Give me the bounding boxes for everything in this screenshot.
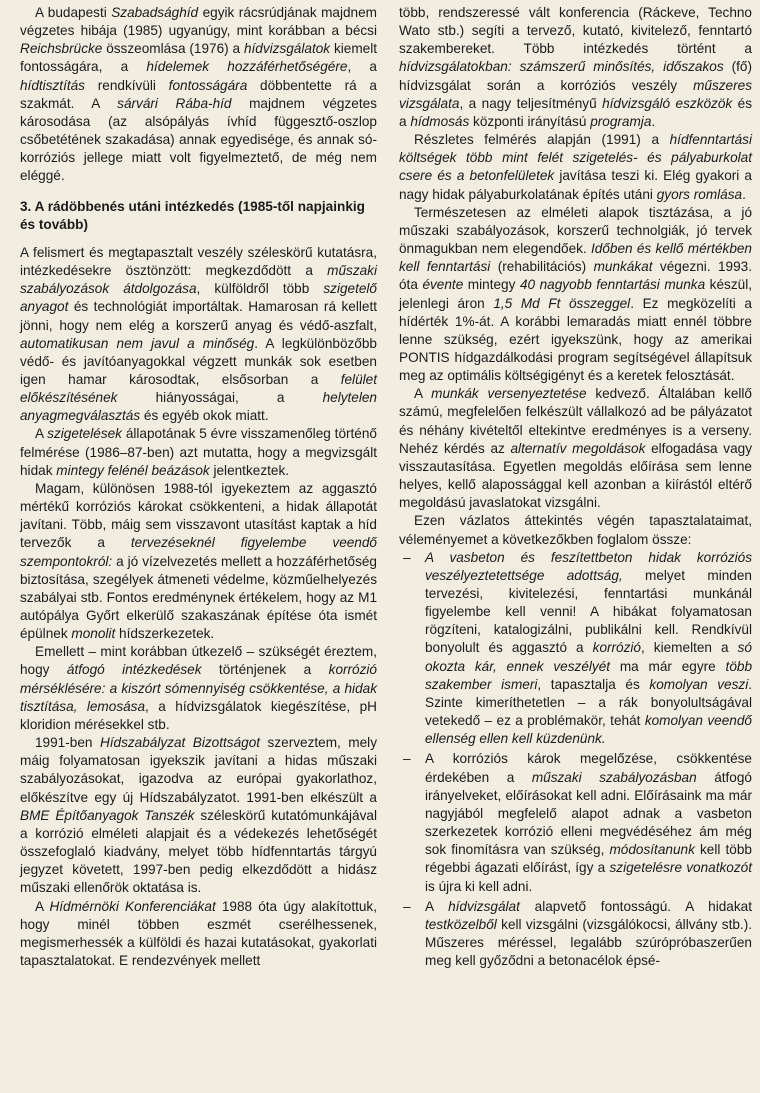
- emphasis-text: Reichsbrücke: [20, 41, 103, 57]
- emphasis-text: hídvizsgálatok: [243, 41, 331, 57]
- paragraph: [20, 4, 377, 186]
- emphasis-text: A vasbeton és feszítettbeton hidak korróziós veszélyeztetettsége adottság,: [425, 549, 752, 583]
- emphasis-text: automatikusan nem javul a minőség: [20, 335, 255, 351]
- emphasis-text: komolyan veendő ellenség ellen kell küzdenünk.: [425, 713, 752, 747]
- text-run: kell vizsgálni (vizsgálókocsi, állvány stb.). Műszeres méréssel, legalább szúrópróbaszerűen meg kell győződni a betonacélok épsé-: [425, 916, 752, 969]
- section-heading: [20, 198, 377, 234]
- paragraph: [399, 4, 752, 131]
- emphasis-text: Szabadsághíd: [111, 5, 199, 20]
- emphasis-text: hídvizsgálatokban:: [399, 59, 512, 75]
- emphasis-text: felület előkészítésének: [20, 371, 377, 406]
- emphasis-text: a kiszórt sómennyiség csökkentése, a hidak tisztítása, lemosása: [20, 680, 377, 714]
- text-run: A: [425, 898, 449, 914]
- text-run: mintegy: [463, 277, 520, 293]
- list-item: [399, 549, 752, 749]
- emphasis-text: hídmosás: [410, 113, 470, 129]
- emphasis-text: tervezéseknél figyelembe veendő szempontokról:: [20, 535, 377, 569]
- emphasis-text: több szakember ismeri: [425, 658, 753, 692]
- text-run: , kiemelten a: [641, 640, 738, 656]
- text-run: A: [35, 426, 48, 442]
- text-run: (fő) hídvizsgálat során a korróziós veszély: [399, 59, 752, 93]
- text-run: A budapesti: [35, 5, 112, 20]
- emphasis-text: mintegy felénél beázások: [56, 462, 210, 478]
- paragraph: [20, 734, 377, 897]
- emphasis-text: testközelből: [425, 916, 497, 932]
- paragraph: [399, 512, 752, 548]
- right-column: [399, 4, 752, 972]
- text-run: kell több régebbi ágazati előírást, így a: [425, 842, 752, 876]
- text-run: kedvező. Általában kellő számú, megfelelően felkészült vállalkozó ad be pályázatot és néhány kivételtől eltekintve eredményes is a verseny. Nehéz kérdés az: [399, 386, 752, 456]
- text-run: hídszerkezetek.: [115, 626, 215, 642]
- text-run: A felismert és megtapasztalt veszély széleskörű kutatásra, intézkedésekre ösztönzött: megkezdődött a: [20, 244, 377, 279]
- emphasis-text: sárvári Rába-híd: [117, 95, 232, 111]
- text-run: döbbentette rá a szakmát. A: [20, 77, 377, 111]
- text-run: , külföldről több: [196, 281, 324, 297]
- paragraph: [20, 244, 377, 426]
- text-run: ma már egyre: [610, 658, 726, 674]
- emphasis-text: hídvizsgálat: [448, 898, 520, 914]
- emphasis-text: évente: [422, 277, 464, 293]
- emphasis-text: Hídszabályzat Bizottságot: [99, 735, 261, 751]
- text-run: összeomlása (1976) a: [102, 41, 244, 57]
- emphasis-text: műszaki szabályozások átdolgozása: [20, 263, 377, 297]
- emphasis-text: monolit: [71, 626, 116, 642]
- emphasis-text: műszeres vizsgálata: [399, 77, 752, 111]
- text-run: jelentkeztek.: [209, 462, 290, 478]
- emphasis-text: átfogó intézkedések: [66, 662, 202, 678]
- emphasis-text: hídelemek hozzáférhetőségére: [146, 59, 348, 75]
- emphasis-text: BME Építőanyagok Tanszék: [20, 807, 195, 823]
- emphasis-text: alternatív megoldások: [510, 440, 646, 456]
- text-run: végezni. 1993. óta: [399, 259, 753, 293]
- list-item: [399, 898, 752, 971]
- emphasis-text: komolyan veszi: [649, 676, 749, 692]
- text-run: rendkívüli: [84, 77, 169, 93]
- emphasis-text: só okozta kár, ennek veszélyét: [425, 640, 752, 674]
- emphasis-text: hídtisztítás: [20, 77, 85, 93]
- emphasis-text: 40 nagyobb fenntartási munka: [519, 277, 706, 293]
- paragraph: [20, 425, 377, 479]
- text-run: melyet minden tervezési, kivitelezési, fenntartási munkánál figyelembe kell venni! A hibákat folyamatosan rögzíteni, katalogizálni, publikálni kell. Rendkívül bonyolult és aggasztó a: [425, 567, 752, 656]
- emphasis-text: fontosságára: [168, 77, 248, 93]
- text-run: Magam, különösen 1988-tól igyekeztem az aggasztó mértékű korróziós károkat csökkenteni, a hidak állapotát javítani. Több, máig sem visszavont utasítást kaptak a híd tervezők a: [20, 480, 377, 551]
- emphasis-text: munkákat: [593, 259, 653, 275]
- text-run: . Szinte kimeríthetetlen – a rák bonyolultságával vetekedő – ez a problémakör, tehát: [425, 676, 752, 729]
- text-run: és technológiát importáltak. Hamarosan rá kellett jönni, hogy nem elég a korszerű anyag és védő-aszfalt,: [20, 299, 377, 333]
- text-run: javítása teszi ki. Elég gyakori a nagy hidak pályaburkolatának építés utáni: [399, 168, 752, 202]
- text-run: , a hídvizsgálatok kiegészítése, pH kloridion mérésekkel stb.: [20, 698, 377, 732]
- emphasis-text: gyors romlása: [656, 186, 743, 202]
- emphasis-text: módosítanunk: [609, 842, 695, 858]
- paragraph: [399, 385, 752, 512]
- text-run: , a nagy teljesítményű: [459, 95, 603, 111]
- text-run: Részletes felmérés alapján (1991) a: [414, 132, 670, 148]
- left-column: [20, 4, 377, 970]
- emphasis-text: Időben és kellő mértékben kell fenntartási: [399, 241, 752, 275]
- text-run: (rehabilitációs): [490, 259, 594, 275]
- text-run: 1988 óta úgy alakítottuk, hogy minél többen eszmét cserélhessenek, megismerhessék a külföldi és hazai kutatásokat, gyakorlati tapasztalatokat. E rendezvények mellett: [20, 898, 378, 968]
- emphasis-text: korrózió: [592, 640, 641, 656]
- text-run: átfogó irányelveket, előírásokat kell adni. Előírásaink ma már nagyjából megfelelő alapot adnak a vasbeton szerkezetek korrózió elleni megvédéséhez ám még sok finomításra van szükség,: [425, 769, 752, 858]
- text-run: Emellett – mint korábban útkezelő – szükségét éreztem, hogy: [20, 644, 377, 678]
- text-run: kiemelt fontosságára, a: [20, 41, 377, 75]
- text-run: majdnem végzetes károsodása (az alsópályás ívhíd függesztő-oszlop csőbetétének szakadása) annak egyedisége, és annak só-korróziós jellege miatt volt figyelmeztető, de még nem eléggé.: [20, 95, 377, 184]
- text-run: egyik rácsrúdjának majdnem végzetes hibája (1985) ugyanúgy, mint korábban a bécsi: [20, 5, 377, 39]
- paragraph: [20, 480, 377, 643]
- text-run: A korróziós károk megelőzése, csökkentése érdekében a: [425, 751, 752, 785]
- text-run: a jó vízelvezetés mellett a hozzáférhetőség biztosítása, szegélyek átmeneti védelme, közműelhelyezés szabályai stb. Fontos eredménynek értékelem, hogy az M1 autópálya Győrt elkerülő szakaszának építése óta ismét épülnek: [20, 553, 377, 642]
- text-run: készül, jelenlegi áron: [399, 277, 752, 311]
- text-run: Ezen vázlatos áttekintés végén tapasztalataimat, véleményemet a következőkben foglalom össze:: [399, 513, 752, 547]
- text-run: központi irányítású: [469, 113, 591, 129]
- emphasis-text: hídfenntartási költségek több mint felét szigetelés- és pályaburkolat csere és a betonfelületek: [399, 132, 752, 184]
- emphasis-text: szigetelő anyagot: [20, 281, 377, 315]
- text-run: 3. A rádöbbenés utáni intézkedés (1985-től napjainkig és tovább): [20, 198, 365, 232]
- text-run: és a: [399, 95, 752, 129]
- text-run: történjenek a: [201, 662, 329, 678]
- text-run: A: [414, 386, 432, 402]
- text-run: hiányosságai, a: [117, 390, 323, 406]
- text-run: állapotának 5 évre visszamenőleg történő felmérése (1986–87-ben) azt mutatta, hogy a megvizsgált hidak: [20, 426, 377, 478]
- list-item: [399, 750, 752, 895]
- text-run: , a: [347, 59, 377, 75]
- paragraph: [20, 643, 377, 734]
- text-run: több, rendszeressé vált konferencia (Ráckeve, Techno Wato stb.) segíti a tervező, kutató, kivitelező, fenntartó szakembereket. Több intézkedés történt a: [399, 5, 752, 57]
- emphasis-text: helytelen anyagmegválasztás: [20, 390, 377, 424]
- text-run: Természetesen az elméleti alapok tisztázása, a jó műszaki szabályozások, korszerű technolgiák, jó tervek önmagukban nem elegendőek.: [399, 204, 752, 257]
- text-run: szerveztem, mely máig folyamatosan igyekszik javítani a hidas műszaki szabályozásokat, igazodva az európai gyakorlathoz, előkészítve egy új Hídszabályzatot. 1991-ben elkészült a: [20, 735, 377, 805]
- emphasis-text: hídvizsgáló eszközök: [602, 95, 733, 111]
- text-run: és egyéb okok miatt.: [140, 408, 269, 424]
- emphasis-text: műszaki szabályozásban: [531, 769, 697, 785]
- emphasis-text: 1,5 Md Ft összeggel: [493, 295, 631, 311]
- emphasis-text: korrózió mérséklésére:: [20, 662, 377, 696]
- emphasis-text: programja: [590, 113, 652, 129]
- emphasis-text: szigetelések: [47, 426, 122, 442]
- emphasis-text: szigetelésre vonatkozót: [609, 860, 752, 876]
- text-run: 1991-ben: [35, 735, 100, 751]
- emphasis-text: Hídmérnöki Konferenciákat: [49, 898, 216, 914]
- text-run: széleskörű kutatómunkájával a korrózió elméleti alapjait és a védekezés lehetőségét összefoglaló kiadvány, melyet több hídfenntartás tárgyú jegyzet követett, 1997-ben pedig elkezdődött a hidász műszaki ellenőrök oktatása is.: [20, 807, 377, 896]
- text-run: .: [742, 186, 746, 202]
- text-run: is újra ki kell adni.: [425, 878, 533, 894]
- text-run: alapvető fontosságú. A hidakat: [519, 898, 752, 914]
- paragraph: [399, 204, 752, 386]
- summary-list: [399, 549, 752, 971]
- emphasis-text: munkák versenyeztetése: [431, 386, 587, 402]
- text-run: . A legkülönbözőbb védő- és javítóanyagokkal végzett munkák sok esetben igen hamar károsodtak, elsősorban a: [20, 335, 377, 387]
- text-run: [512, 59, 520, 74]
- paragraph: [20, 898, 377, 971]
- text-run: A: [35, 898, 50, 914]
- text-run: , tapasztalja és: [537, 676, 650, 692]
- text-run: .: [651, 113, 656, 129]
- emphasis-text: számszerű minősítés, időszakos: [519, 59, 724, 75]
- text-run: elfogadása vagy visszautasítása. Egyetlen megoldás előírása sem lenne helyes, kellő alapossággal kell azonban a kiírástól eltérő megoldású javaslatokat vizsgálni.: [399, 440, 752, 511]
- paragraph: [399, 131, 752, 204]
- text-run: . Ez megközelíti a hídérték 1%-át. A korábbi lemaradás miatt ennél többre lenne szükség, ezért igyekszünk, hogy az amerikai PONTIS hídgazdálkodási program segítségével állapítsuk meg az optimális költségigényt és a keretek felosztását.: [399, 295, 752, 384]
